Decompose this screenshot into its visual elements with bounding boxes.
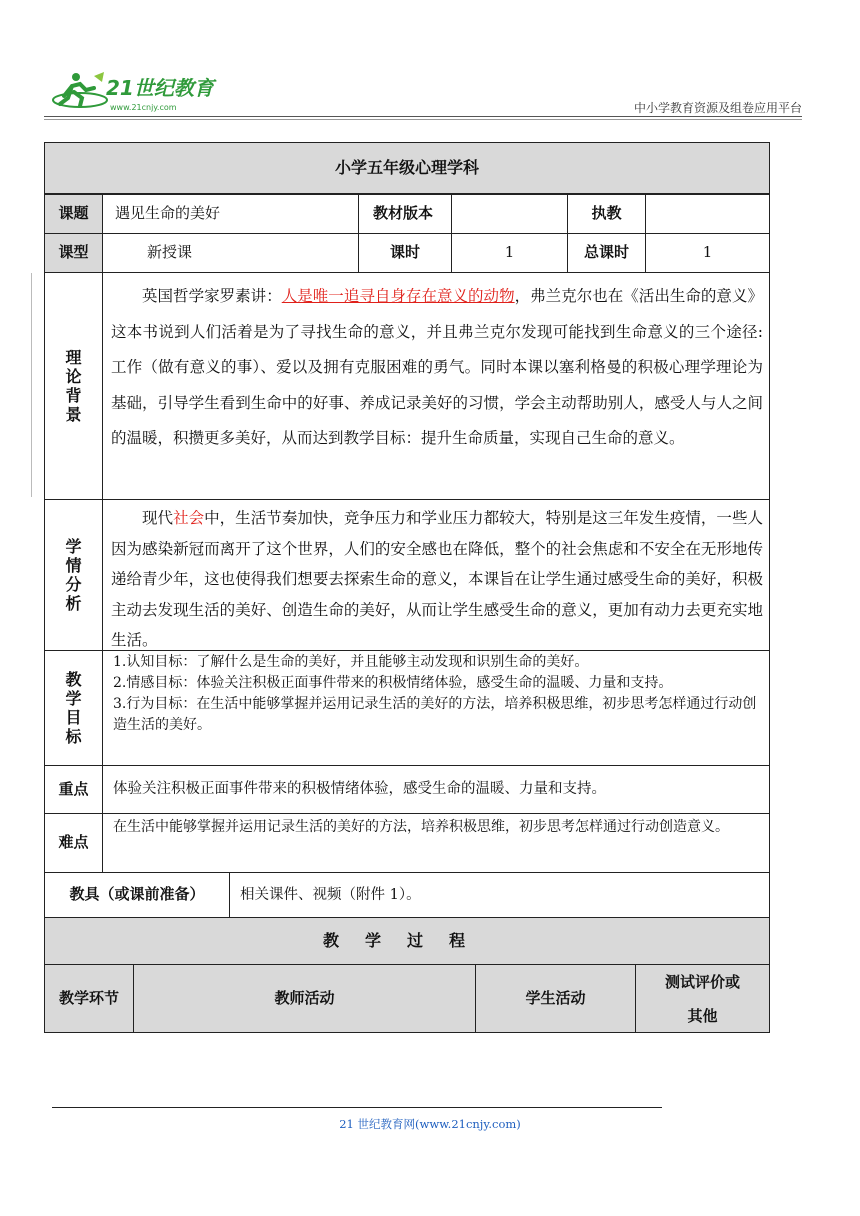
analysis-row — [44, 499, 770, 651]
difficulty-text: 在生活中能够掌握并运用记录生活的美好的方法，培养积极思维，初步思考怎样通过行动创造意义。 — [102, 813, 770, 873]
key-point-row — [44, 765, 770, 814]
analysis-text-intro: 现代 — [142, 509, 174, 527]
theory-text — [102, 272, 770, 500]
header-divider — [44, 116, 802, 117]
theory-text-intro: 英国哲学家罗素讲： — [142, 287, 282, 305]
type-label: 课型 — [44, 233, 103, 273]
teacher-value — [645, 194, 770, 234]
goals-list — [102, 650, 770, 766]
goal-item: 3.行为目标：在生活中能够掌握并运用记录生活的美好的方法，培养积极思维，初步思考怎样通过行动创造生活的美好。 — [113, 696, 757, 733]
label-char: 目 — [65, 708, 82, 727]
type-value: 新授课 — [102, 233, 359, 273]
student-activity-header: 学生活动 — [475, 964, 636, 1033]
label-char: 析 — [65, 594, 82, 613]
label-char: 背 — [65, 386, 82, 405]
difficulty-label: 难点 — [44, 813, 103, 873]
theory-text-body: ，弗兰克尔也在《活出生命的意义》这本书说到人们活着是为了寻找生命的意义，并且弗兰克尔发现可能找到生命意义的三个途径:工作（做有意义的事）、爱以及拥有克服困难的勇气。同时本课以塞利格曼的积极心理学理论为基础，引导学生看到生命中的好事、养成记录美好的习惯，学会主动帮助别人，感受人与人之间的温暖，积攒更多美好，从而达到教学目标：提升生命质量，实现自己生命的意义。 — [111, 287, 763, 447]
label-char: 分 — [65, 575, 82, 594]
edition-label: 教材版本 — [358, 194, 452, 234]
total-hours-value: 1 — [645, 233, 770, 273]
goals-label — [44, 650, 103, 766]
hours-label: 课时 — [358, 233, 452, 273]
goal-item: 2.情感目标：体验关注积极正面事件带来的积极情绪体验，感受生命的温暖、力量和支持。 — [113, 675, 673, 691]
process-title: 教学过程 — [44, 917, 770, 965]
evaluation-header-line: 其他 — [687, 1006, 718, 1025]
goal-item: 1.认知目标：了解什么是生命的美好，并且能够主动发现和识别生命的美好。 — [113, 654, 589, 670]
lesson-row — [44, 194, 770, 234]
tools-row — [44, 872, 770, 918]
teacher-label: 执教 — [567, 194, 646, 234]
label-char: 情 — [65, 556, 82, 575]
stage-header: 教学环节 — [44, 964, 134, 1033]
analysis-label — [44, 499, 103, 651]
footer-link[interactable]: 21 世纪教育网(www.21cnjy.com) — [339, 1117, 521, 1131]
tools-label: 教具（或课前准备） — [44, 872, 230, 918]
svg-text:www.21cnjy.com: www.21cnjy.com — [110, 103, 177, 112]
evaluation-header-line: 测试评价或 — [664, 972, 740, 991]
type-row — [44, 233, 770, 273]
theory-row — [44, 272, 770, 500]
footer-divider — [52, 1107, 662, 1108]
tools-text: 相关课件、视频（附件 1）。 — [229, 872, 770, 918]
lesson-value: 遇见生命的美好 — [102, 194, 359, 234]
edition-value — [451, 194, 568, 234]
process-title-row — [44, 917, 770, 965]
hours-value: 1 — [451, 233, 568, 273]
header-divider-thin — [44, 119, 802, 120]
evaluation-header — [635, 964, 770, 1033]
teacher-activity-header: 教师活动 — [133, 964, 476, 1033]
process-header-row — [44, 964, 770, 1033]
theory-label — [44, 272, 103, 500]
label-char: 标 — [65, 727, 82, 746]
label-char: 理 — [65, 348, 82, 367]
analysis-text — [102, 499, 770, 651]
theory-highlight: 人是唯一追寻自身存在意义的动物 — [281, 287, 515, 305]
platform-name: 中小学教育资源及组卷应用平台 — [633, 101, 802, 115]
lesson-label: 课题 — [44, 194, 103, 234]
goals-row — [44, 650, 770, 766]
svg-text:21世纪教育: 21世纪教育 — [106, 76, 214, 100]
analysis-highlight: 社会 — [173, 509, 205, 527]
margin-mark — [31, 273, 32, 497]
runner-logo-icon — [50, 68, 220, 116]
site-logo — [50, 68, 220, 116]
key-point-text: 体验关注积极正面事件带来的积极情绪体验，感受生命的温暖、力量和支持。 — [102, 765, 770, 814]
label-char: 教 — [65, 670, 82, 689]
label-char: 景 — [65, 405, 82, 424]
label-char: 论 — [65, 367, 82, 386]
table-title: 小学五年级心理学科 — [44, 142, 770, 194]
total-hours-label: 总课时 — [567, 233, 646, 273]
title-row — [44, 142, 770, 194]
difficulty-row — [44, 813, 770, 873]
key-point-label: 重点 — [44, 765, 103, 814]
label-char: 学 — [65, 689, 82, 708]
label-char: 学 — [65, 537, 82, 556]
analysis-text-body: 中，生活节奏加快，竞争压力和学业压力都较大，特别是这三年发生疫情，一些人因为感染新冠而离开了这个世界，人们的安全感也在降低，整个的社会焦虑和不安全在无形地传递给青少年，这也使得我们想要去探索生命的意义，本课旨在让学生通过感受生命的美好，积极主动去发现生活的美好、创造生命的美好，从而让学生感受生命的意义，更加有动力去更充实地生活。 — [111, 509, 763, 649]
